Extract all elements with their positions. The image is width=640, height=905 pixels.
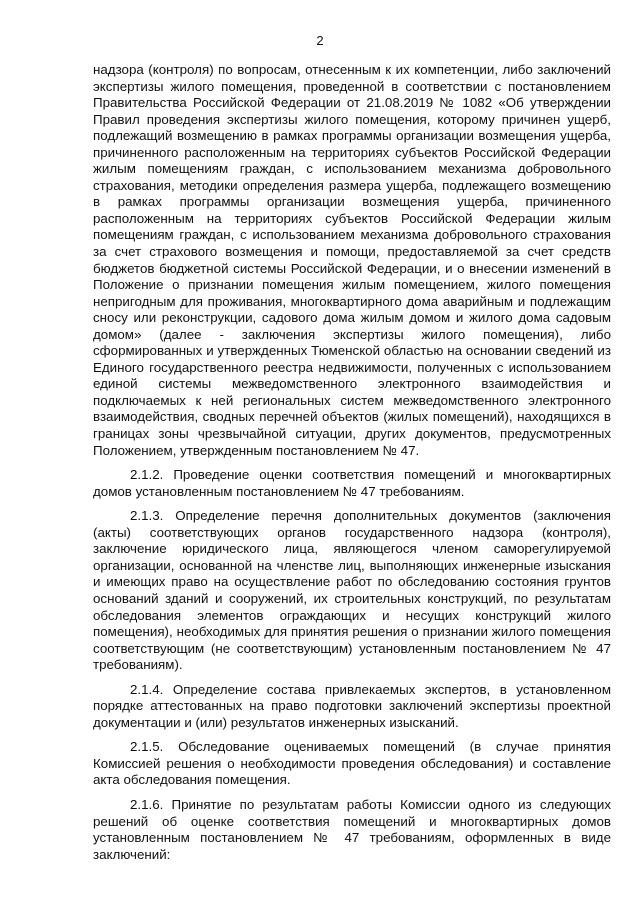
paragraph-item-2-1-4: 2.1.4. Определение состава привлекаемых экспертов, в установленном порядке аттестованных на право подготовки заключений экспертизы проектной документации и (или) результатов инженерных изысканий.: [93, 681, 611, 730]
paragraph-item-2-1-2: 2.1.2. Проведение оценки соответствия помещений и многоквартирных домов установленным постановлением № 47 требованиям.: [93, 467, 611, 499]
paragraph-item-2-1-6: 2.1.6. Принятие по результатам работы Комиссии одного из следующих решений об оценке соответствия помещений и многоквартирных домов установленным постановлением № 47 требованиям, оформленных в виде заключений:: [93, 796, 611, 862]
paragraph-item-2-1-5: 2.1.5. Обследование оцениваемых помещений (в случае принятия Комиссией решения о необходимости проведения обследования) и составление акта обследования помещения.: [93, 739, 611, 788]
paragraph-continuation: надзора (контроля) по вопросам, отнесенным к их компетенции, либо заключений экспертизы жилого помещения, проведенной в соответствии с постановлением Правительства Российской Федерации от 21.08.2019 № 1082 «Об утверждении Правил проведения экспертизы жилого помещения, которому причинен ущерб, подлежащий возмещению в рамках программы организации возмещения ущерба, причиненного расположенным на территориях субъектов Российской Федерации жилым помещениям граждан, с использованием механизма добровольного страхования, методики определения размера ущерба, подлежащего возмещению в рамках программы организации возмещения ущерба, причиненного расположенным на территориях субъектов Российской Федерации жилым помещениям граждан, с использованием механизма добровольного страхования за счет страхового возмещения и помощи, предоставляемой за счет средств бюджетов бюджетной системы Российской Федерации, и о внесении изменений в Положение о признании помещения жилым помещением, жилого помещения непригодным для проживания, многоквартирного дома аварийным и подлежащим сносу или реконструкции, садового дома жилым домом и жилого дома садовым домом» (далее - заключения экспертизы жилого помещения), либо сформированных и утвержденных Тюменской областью на основании сведений из Единого государственного реестра недвижимости, полученных с использованием единой системы межведомственного электронного взаимодействия и подключаемых к ней региональных систем межведомственного электронного взаимодействия, сводных перечней объектов (жилых помещений), находящихся в границах зоны чрезвычайной ситуации, других документов, предусмотренных Положением, утвержденным постановлением № 47.: [93, 62, 611, 458]
paragraph-item-2-1-3: 2.1.3. Определение перечня дополнительных документов (заключения (акты) соответствующих органов государственного надзора (контроля), заключение юридического лица, являющегося членом саморегулируемой организации, основанной на членстве лиц, выполняющих инженерные изыскания и имеющих право на осуществление работ по обследованию состояния грунтов оснований зданий и сооружений, их строительных конструкций, по результатам обследования элементов ограждающих и несущих конструкций жилого помещения), необходимых для принятия решения о признании жилого помещения соответствующим (не соответствующим) установленным постановлением № 47 требованиям).: [93, 508, 611, 673]
page-number: 2: [316, 33, 324, 48]
document-body: [93, 62, 611, 863]
